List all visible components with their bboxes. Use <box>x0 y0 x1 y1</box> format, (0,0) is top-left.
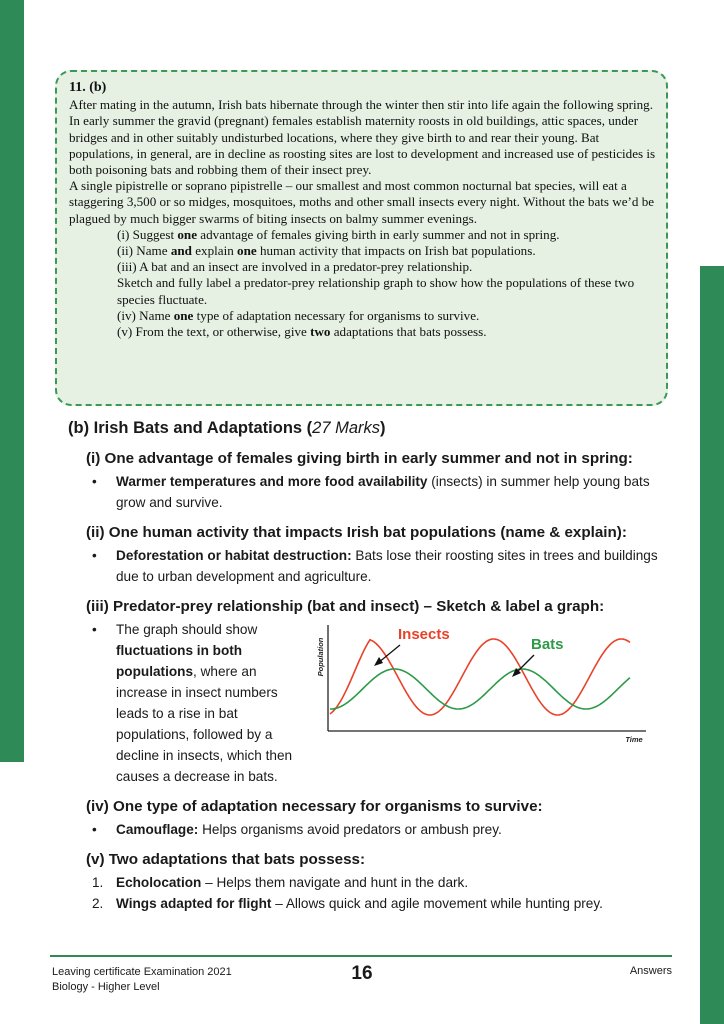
part-v-heading: (v) Two adaptations that bats possess: <box>86 851 366 868</box>
insects-label: Insects <box>398 626 450 643</box>
answer-section <box>68 419 668 914</box>
sub-part-iii: (iii) A bat and an insect are involved in a predator-prey relationship. <box>117 259 473 275</box>
question-paragraph-2: A single pipistrelle or soprano pipistrelle – our smallest and most common nocturnal bat species, will eat a staggering 3,500 or so midges, mosquitoes, moths and other small insects every night. Without the bats we’d be plagued by much bigger swarms of biting insects on balmy summer evenings. <box>69 178 655 226</box>
part-ii-heading: (ii) One human activity that impacts Irish bat populations (name & explain): <box>86 524 627 541</box>
answer-part-iii <box>86 598 668 787</box>
part-iv-heading: (iv) One type of adaptation necessary for organisms to survive: <box>86 798 543 815</box>
answer-part-i <box>86 450 668 513</box>
x-axis-label: Time <box>625 735 643 744</box>
part-v-item-2: 2. Wings adapted for flight – Allows quick and agile movement while hunting prey. <box>92 896 603 911</box>
question-number: 11. (b) <box>69 80 107 95</box>
footer-exam-title: Leaving certificate Examination 2021 <box>52 966 232 978</box>
part-ii-bullet: • Deforestation or habitat destruction: Bats lose their roosting sites in trees and buildings due to urban development and agriculture. <box>92 548 658 584</box>
footer-section-label: Answers <box>629 965 672 977</box>
question-box <box>55 70 668 406</box>
question-sub-parts <box>117 227 656 340</box>
y-axis-label: Population <box>316 637 325 677</box>
sub-part-i: (i) Suggest one advantage of females giving birth in early summer and not in spring. <box>117 226 560 242</box>
answer-part-ii <box>86 524 668 587</box>
page-number: 16 <box>351 963 373 984</box>
footer-divider <box>50 955 672 957</box>
answer-part-iv <box>86 798 668 840</box>
sub-part-iii-sketch: Sketch and fully label a predator-prey relationship graph to show how the populations of these two species fluctuate. <box>117 275 635 307</box>
bats-label: Bats <box>531 636 564 653</box>
insects-arrow <box>374 645 400 666</box>
sub-part-v: (v) From the text, or otherwise, give two adaptations that bats possess. <box>117 324 487 340</box>
part-i-heading: (i) One advantage of females giving birth in early summer and not in spring: <box>86 450 633 467</box>
footer-exam-info <box>52 965 232 995</box>
part-iv-bullet: • Camouflage: Helps organisms avoid predators or ambush prey. <box>92 822 502 837</box>
part-iii-heading: (iii) Predator-prey relationship (bat and insect) – Sketch & label a graph: <box>86 598 605 615</box>
answer-marks: 27 Marks <box>312 419 381 437</box>
answer-part-v <box>86 851 668 914</box>
left-accent-bar <box>0 0 24 762</box>
part-v-item-1: 1. Echolocation – Helps them navigate and hunt in the dark. <box>92 875 469 890</box>
sub-part-ii: (ii) Name and explain one human activity that impacts on Irish bat populations. <box>117 243 536 259</box>
right-accent-bar <box>700 266 724 1024</box>
part-iii-bullet: • The graph should show fluctuations in both populations, where an increase in insect numbers leads to a rise in bat populations, followed by a decline in insects, which then causes a decrease in bats. <box>92 622 293 784</box>
part-i-bullet: • Warmer temperatures and more food availability (insects) in summer help young bats grow and survive. <box>92 474 650 510</box>
bats-curve <box>330 669 630 709</box>
sub-part-iv: (iv) Name one type of adaptation necessary for organisms to survive. <box>117 307 480 323</box>
answer-title: (b) Irish Bats and Adaptations (27 Marks) <box>68 419 386 437</box>
question-paragraph-1: After mating in the autumn, Irish bats hibernate through the winter then stir into life again the following spring. In early summer the gravid (pregnant) females establish maternity roosts in old buildings, attic spaces, under bridges and in other suitably undisturbed locations, where they give birth to and rear their young. Bat populations, in general, are in decline as roosting sites are lost to development and increased use of pesticides is both poisoning bats and robbing them of their insect prey. <box>69 97 656 178</box>
predator-prey-graph <box>316 619 656 749</box>
footer-subject: Biology - Higher Level <box>52 981 160 993</box>
